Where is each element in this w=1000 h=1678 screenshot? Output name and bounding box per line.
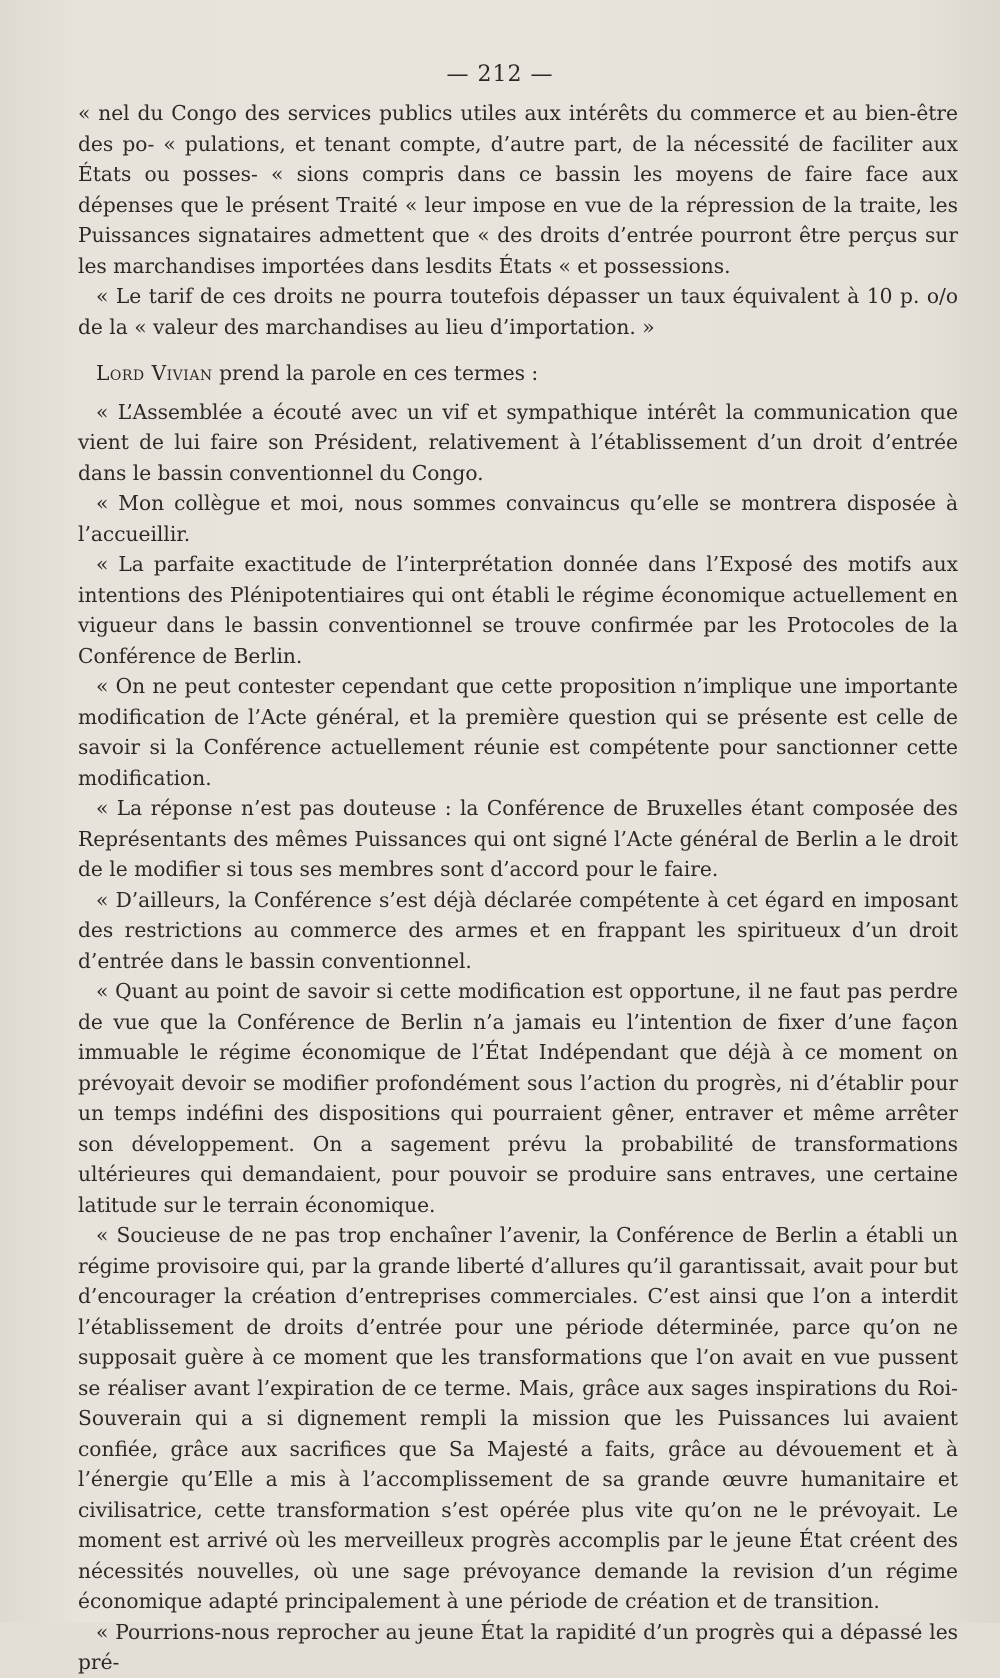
paragraph-5: « La parfaite exactitude de l’interprétation donnée dans l’Exposé des motifs aux intentions des Plénipotentiaires qui ont établi le régime économique actuellement en vigueur dans le bassin conventionnel se trouve confirmée par les Protocoles de la Conférence de Berlin. xyxy=(78,552,958,668)
paragraph-quote-2: « Le tarif de ces droits ne pourra toutefois dépasser un taux équivalent à 10 p. o/o de la « valeur des marchandises au lieu d’importation. » xyxy=(78,284,958,339)
paragraph-9: « Quant au point de savoir si cette modification est opportune, il ne faut pas perdre de vue que la Conférence de Berlin n’a jamais eu l’intention de fixer d’une façon immuable le régime économique de l’État Indépendant que déjà à ce moment on prévoyait devoir se modifier profondément sous l’action du progrès, ni d’établir pour un temps indéfini des dispositions qui pourraient gêner, entraver et même arrêter son développement. On a sagement prévu la probabilité de transformations ultérieures qui demandaient, pour pouvoir se produire sans entraves, une certaine latitude sur le terrain économique. xyxy=(78,979,958,1217)
body-text xyxy=(78,98,958,1678)
speaker-intro: prend la parole en ces termes : xyxy=(219,361,539,385)
paragraph-10: « Soucieuse de ne pas trop enchaîner l’avenir, la Conférence de Berlin a établi un régime provisoire qui, par la grande liberté d’allures qu’il garantissait, avait pour but d’encourager la création d’entreprises commerciales. C’est ainsi que l’on a interdit l’établissement de droits d’entrée pour une période déterminée, parce qu’on ne supposait guère à ce moment que les transformations que l’on avait en vue pussent se réaliser avant l’expiration de ce terme. Mais, grâce aux sages inspirations du Roi-Souverain qui a si dignement rempli la mission que les Puissances lui avaient confiée, grâce aux sacrifices que Sa Majesté a faits, grâce au dévouement et à l’énergie qu’Elle a mis à l’accomplissement de sa grande œuvre humanitaire et civilisatrice, cette transformation s’est opérée plus vite qu’on ne le prévoyait. Le moment est arrivé où les merveilleux progrès accomplis par le jeune État créent des nécessités nouvelles, où une sage prévoyance demande la revision d’un régime économique adapté principalement à une période de création et de transition. xyxy=(78,1223,958,1613)
paragraph-11: « Pourrions-nous reprocher au jeune État la rapidité d’un progrès qui a dépassé les pré- xyxy=(78,1619,958,1674)
paragraph-quote-1: « nel du Congo des services publics utiles aux intérêts du commerce et au bien-être des po- « pulations, et tenant compte, d’autre part, de la nécessité de faciliter aux États ou posses- « sions compris dans ce bassin les moyens de faire face aux dépenses que le présent Traité « leur impose en vue de la répression de la traite, les Puissances signataires admettent que « des droits d’entrée pourront être perçus sur les marchandises importées dans lesdits États « et possessions. xyxy=(78,101,958,278)
paragraph-4: « Mon collègue et moi, nous sommes convaincus qu’elle se montrera disposée à l’accueillir. xyxy=(78,491,958,546)
speaker-line xyxy=(78,358,958,389)
paragraph-8: « D’ailleurs, la Conférence s’est déjà déclarée compétente à cet égard en imposant des restrictions au commerce des armes et en frappant les spiritueux d’un droit d’entrée dans le bassin conventionnel. xyxy=(78,887,958,973)
paragraph-6: « On ne peut contester cependant que cette proposition n’implique une importante modification de l’Acte général, et la première question qui se présente est celle de savoir si la Conférence actuellement réunie est compétente pour sanctionner cette modification. xyxy=(78,674,958,790)
speaker-name: Lord Vivian xyxy=(96,361,213,385)
page-number: — 212 — xyxy=(446,62,554,87)
paragraph-7: « La réponse n’est pas douteuse : la Conférence de Bruxelles étant composée des Représentants des mêmes Puissances qui ont signé l’Acte général de Berlin a le droit de le modifier si tous ses membres sont d’accord pour le faire. xyxy=(78,796,958,881)
paragraph-3: « L’Assemblée a écouté avec un vif et sympathique intérêt la communication que vient de lui faire son Président, relativement à l’établissement d’un droit d’entrée dans le bassin conventionnel du Congo. xyxy=(78,399,958,485)
